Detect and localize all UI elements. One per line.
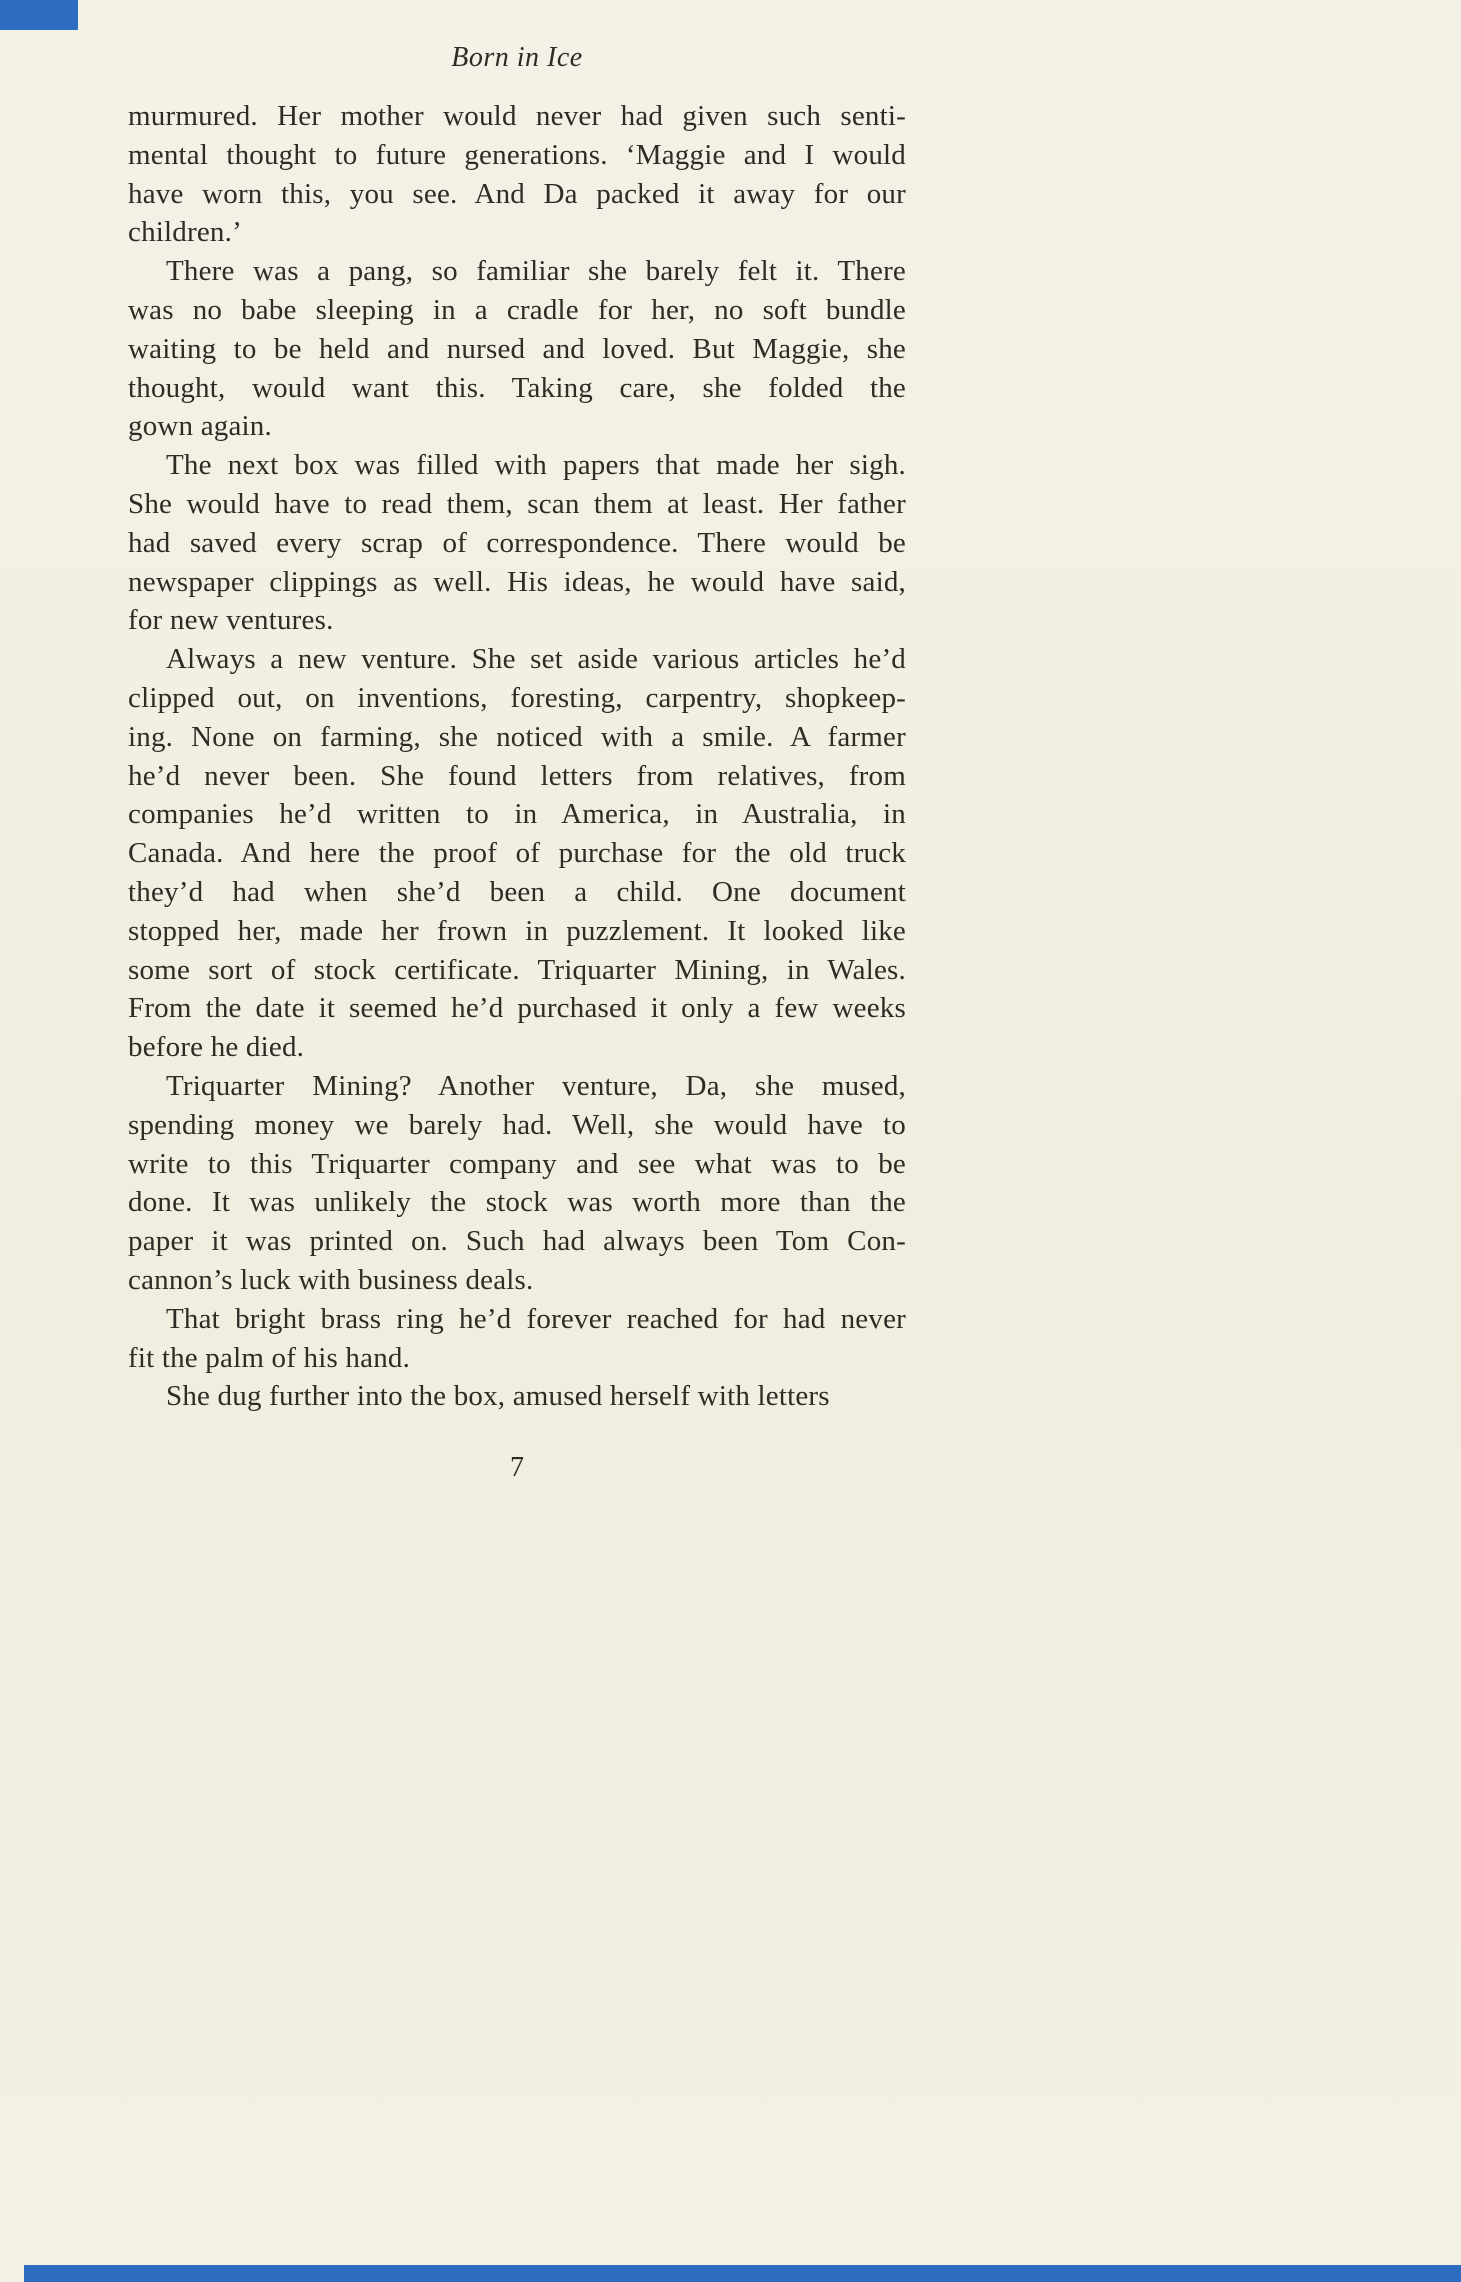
text-line: had saved every scrap of correspondence. There would be <box>128 526 906 559</box>
text-line: gown again. <box>128 410 272 443</box>
paragraph <box>128 97 906 252</box>
paragraph <box>128 446 906 640</box>
text-line: paper it was printed on. Such had always been Tom Con- <box>128 1225 906 1258</box>
text-line: She dug further into the box, amused herself with letters <box>166 1380 830 1413</box>
paragraph <box>128 252 906 446</box>
page-number: 7 <box>510 1452 524 1483</box>
text-line: write to this Triquarter company and see what was to be <box>128 1147 906 1180</box>
text-line: ing. None on farming, she noticed with a smile. A farmer <box>128 720 906 753</box>
text-line: stopped her, made her frown in puzzlement. It looked like <box>128 914 906 947</box>
text-line: children.’ <box>128 216 242 249</box>
running-header: Born in Ice <box>451 42 583 73</box>
text-line: Triquarter Mining? Another venture, Da, she mused, <box>166 1069 906 1102</box>
text-line: From the date it seemed he’d purchased it only a few weeks <box>128 992 906 1025</box>
paragraph <box>128 1067 906 1300</box>
text-line: was no babe sleeping in a cradle for her, no soft bundle <box>128 293 906 326</box>
text-line: they’d had when she’d been a child. One document <box>128 875 906 908</box>
paragraph <box>128 1377 906 1416</box>
text-line: mental thought to future generations. ‘Maggie and I would <box>128 138 906 171</box>
paragraph <box>128 640 906 1067</box>
text-line: have worn this, you see. And Da packed it away for our <box>128 177 906 210</box>
text-line: before he died. <box>128 1031 305 1064</box>
text-line: cannon’s luck with business deals. <box>128 1263 534 1296</box>
text-line: Always a new venture. She set aside various articles he’d <box>166 643 906 676</box>
paragraph <box>128 1300 906 1378</box>
text-line: newspaper clippings as well. His ideas, he would have said, <box>128 565 906 598</box>
text-line: for new ventures. <box>128 604 334 637</box>
text-line: waiting to be held and nursed and loved. But Maggie, she <box>128 332 906 365</box>
text-line: There was a pang, so familiar she barely felt it. There <box>166 255 906 288</box>
scan-edge-top-artifact <box>0 0 78 30</box>
text-line: spending money we barely had. Well, she would have to <box>128 1108 906 1141</box>
text-line: companies he’d written to in America, in Australia, in <box>128 798 906 831</box>
text-line: The next box was filled with papers that made her sigh. <box>166 449 906 482</box>
text-line: clipped out, on inventions, foresting, carpentry, shopkeep- <box>128 681 906 714</box>
text-line: done. It was unlikely the stock was worth more than the <box>128 1186 906 1219</box>
text-line: That bright brass ring he’d forever reached for had never <box>166 1302 906 1335</box>
text-block <box>128 97 906 1416</box>
text-line: fit the palm of his hand. <box>128 1341 411 1374</box>
text-line: She would have to read them, scan them at least. Her father <box>128 487 906 520</box>
text-line: Canada. And here the proof of purchase for the old truck <box>128 837 906 870</box>
text-line: murmured. Her mother would never had given such senti- <box>128 100 906 132</box>
text-line: some sort of stock certificate. Triquarter Mining, in Wales. <box>128 953 906 986</box>
text-line: he’d never been. She found letters from relatives, from <box>128 759 906 792</box>
text-line: thought, would want this. Taking care, she folded the <box>128 371 906 404</box>
scan-edge-bottom-artifact <box>24 2265 1461 2282</box>
